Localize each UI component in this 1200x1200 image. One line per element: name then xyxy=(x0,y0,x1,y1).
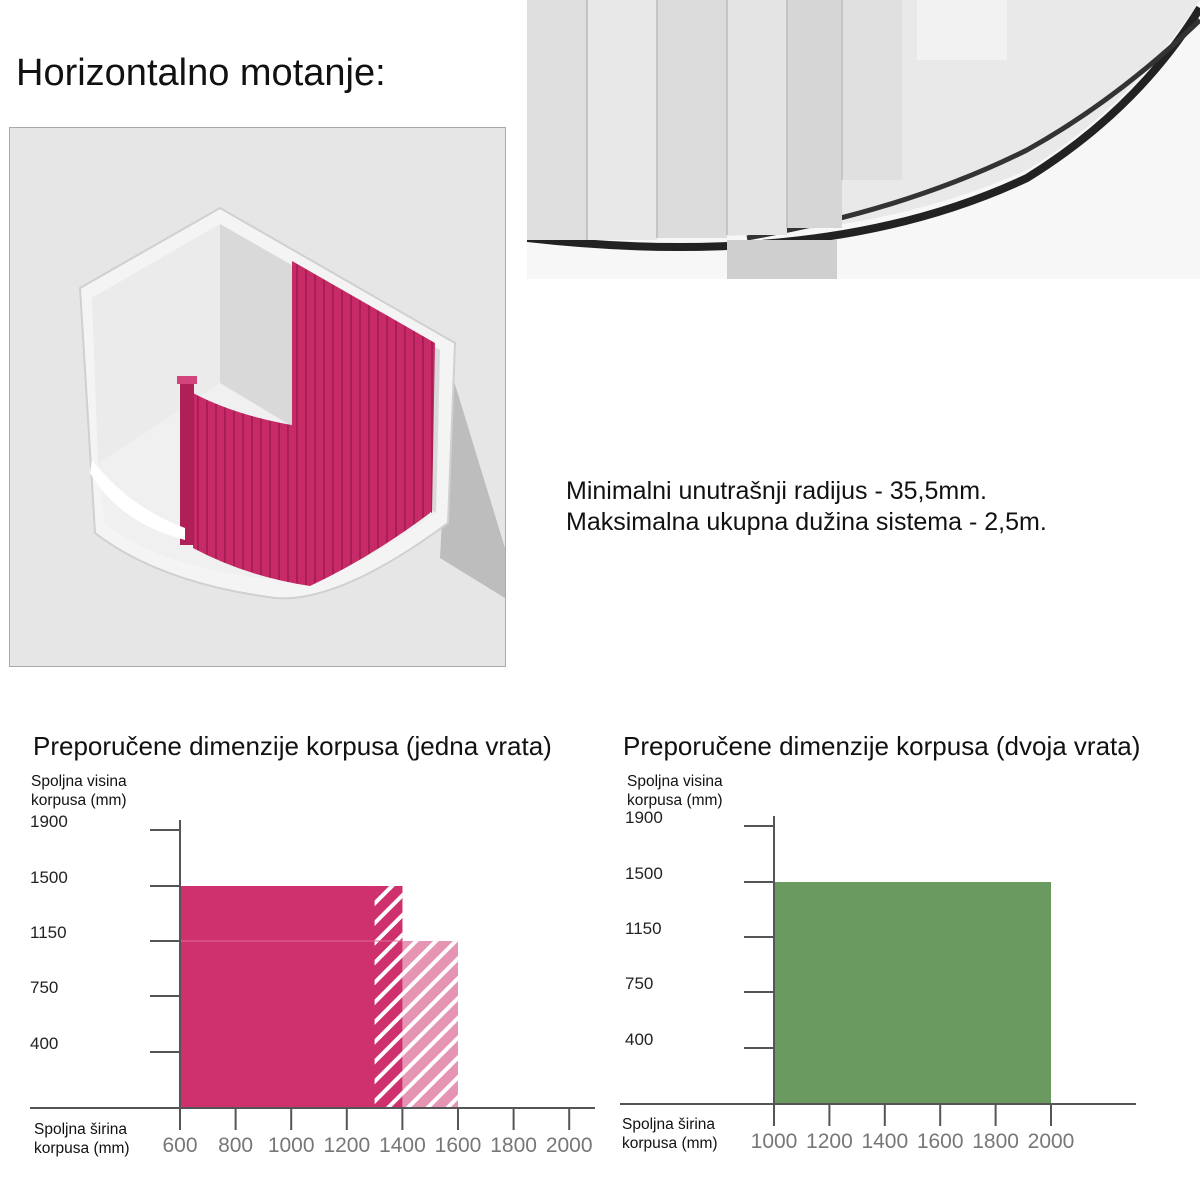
chart2-ylabel: Spoljna visina korpusa (mm) xyxy=(627,773,723,809)
chart1-xtick-label-1800: 1800 xyxy=(490,1134,537,1157)
chart2-ytick-label-750: 750 xyxy=(625,974,654,993)
chart1-region-0 xyxy=(180,886,402,1108)
chart1-ytick-label-1500: 1500 xyxy=(30,868,68,887)
chart2-xtick-label-1600: 1600 xyxy=(916,1130,964,1153)
chart1-ytick-label-1150: 1150 xyxy=(30,923,67,942)
chart2-xtick-label-1400: 1400 xyxy=(861,1130,909,1153)
chart1-ytick-label-1900: 1900 xyxy=(30,812,68,831)
chart2-ytick-label-1150: 1150 xyxy=(625,919,662,938)
spec-min-radius: Minimalni unutrašnji radijus - 35,5mm. xyxy=(566,477,987,505)
chart1-xtick-label-1200: 1200 xyxy=(323,1134,371,1157)
page-title: Horizontalno motanje: xyxy=(16,52,386,94)
cabinet-shutter-image xyxy=(10,128,505,666)
chart2-ytick-label-1900: 1900 xyxy=(625,808,663,827)
chart2-xtick-label-2000: 2000 xyxy=(1027,1130,1075,1153)
mechanism-closeup-image xyxy=(527,0,1200,279)
chart2-xtick-label-1000: 1000 xyxy=(750,1130,798,1153)
spec-notes xyxy=(566,476,1047,538)
chart2-region-0 xyxy=(774,882,1051,1104)
chart1-xtick-label-800: 800 xyxy=(218,1134,254,1157)
spec-max-length: Maksimalna ukupna dužina sistema - 2,5m. xyxy=(566,508,1047,536)
chart1-xlabel: Spoljna širina korpusa (mm) xyxy=(34,1121,130,1157)
chart2-xtick-label-1800: 1800 xyxy=(972,1130,1019,1153)
chart1-region-1 xyxy=(375,886,403,1108)
mechanism-photo xyxy=(527,0,1200,279)
chart1-xtick-label-1400: 1400 xyxy=(379,1134,426,1157)
chart2-svg xyxy=(600,800,1200,1180)
chart1-xtick-label-1600: 1600 xyxy=(434,1134,482,1157)
chart2-xlabel: Spoljna širina korpusa (mm) xyxy=(622,1116,718,1152)
chart2-ytick-label-1500: 1500 xyxy=(625,864,663,883)
chart1-ytick-label-400: 400 xyxy=(30,1034,59,1053)
chart2-xtick-label-1200: 1200 xyxy=(806,1130,853,1153)
cabinet-illustration xyxy=(9,127,506,667)
chart1-svg xyxy=(0,800,600,1180)
chart1-title: Preporučene dimenzije korpusa (jedna vrata) xyxy=(33,731,552,761)
chart2-ytick-label-400: 400 xyxy=(625,1030,654,1049)
chart1-ylabel: Spoljna visina korpusa (mm) xyxy=(31,773,127,809)
chart1-xtick-label-1000: 1000 xyxy=(267,1134,315,1157)
chart1-xtick-label-2000: 2000 xyxy=(545,1134,593,1157)
chart1-region-2 xyxy=(402,941,458,1108)
chart2-title: Preporučene dimenzije korpusa (dvoja vrata) xyxy=(623,731,1141,761)
chart1-xtick-label-600: 600 xyxy=(162,1134,198,1157)
chart1-ytick-label-750: 750 xyxy=(30,978,59,997)
